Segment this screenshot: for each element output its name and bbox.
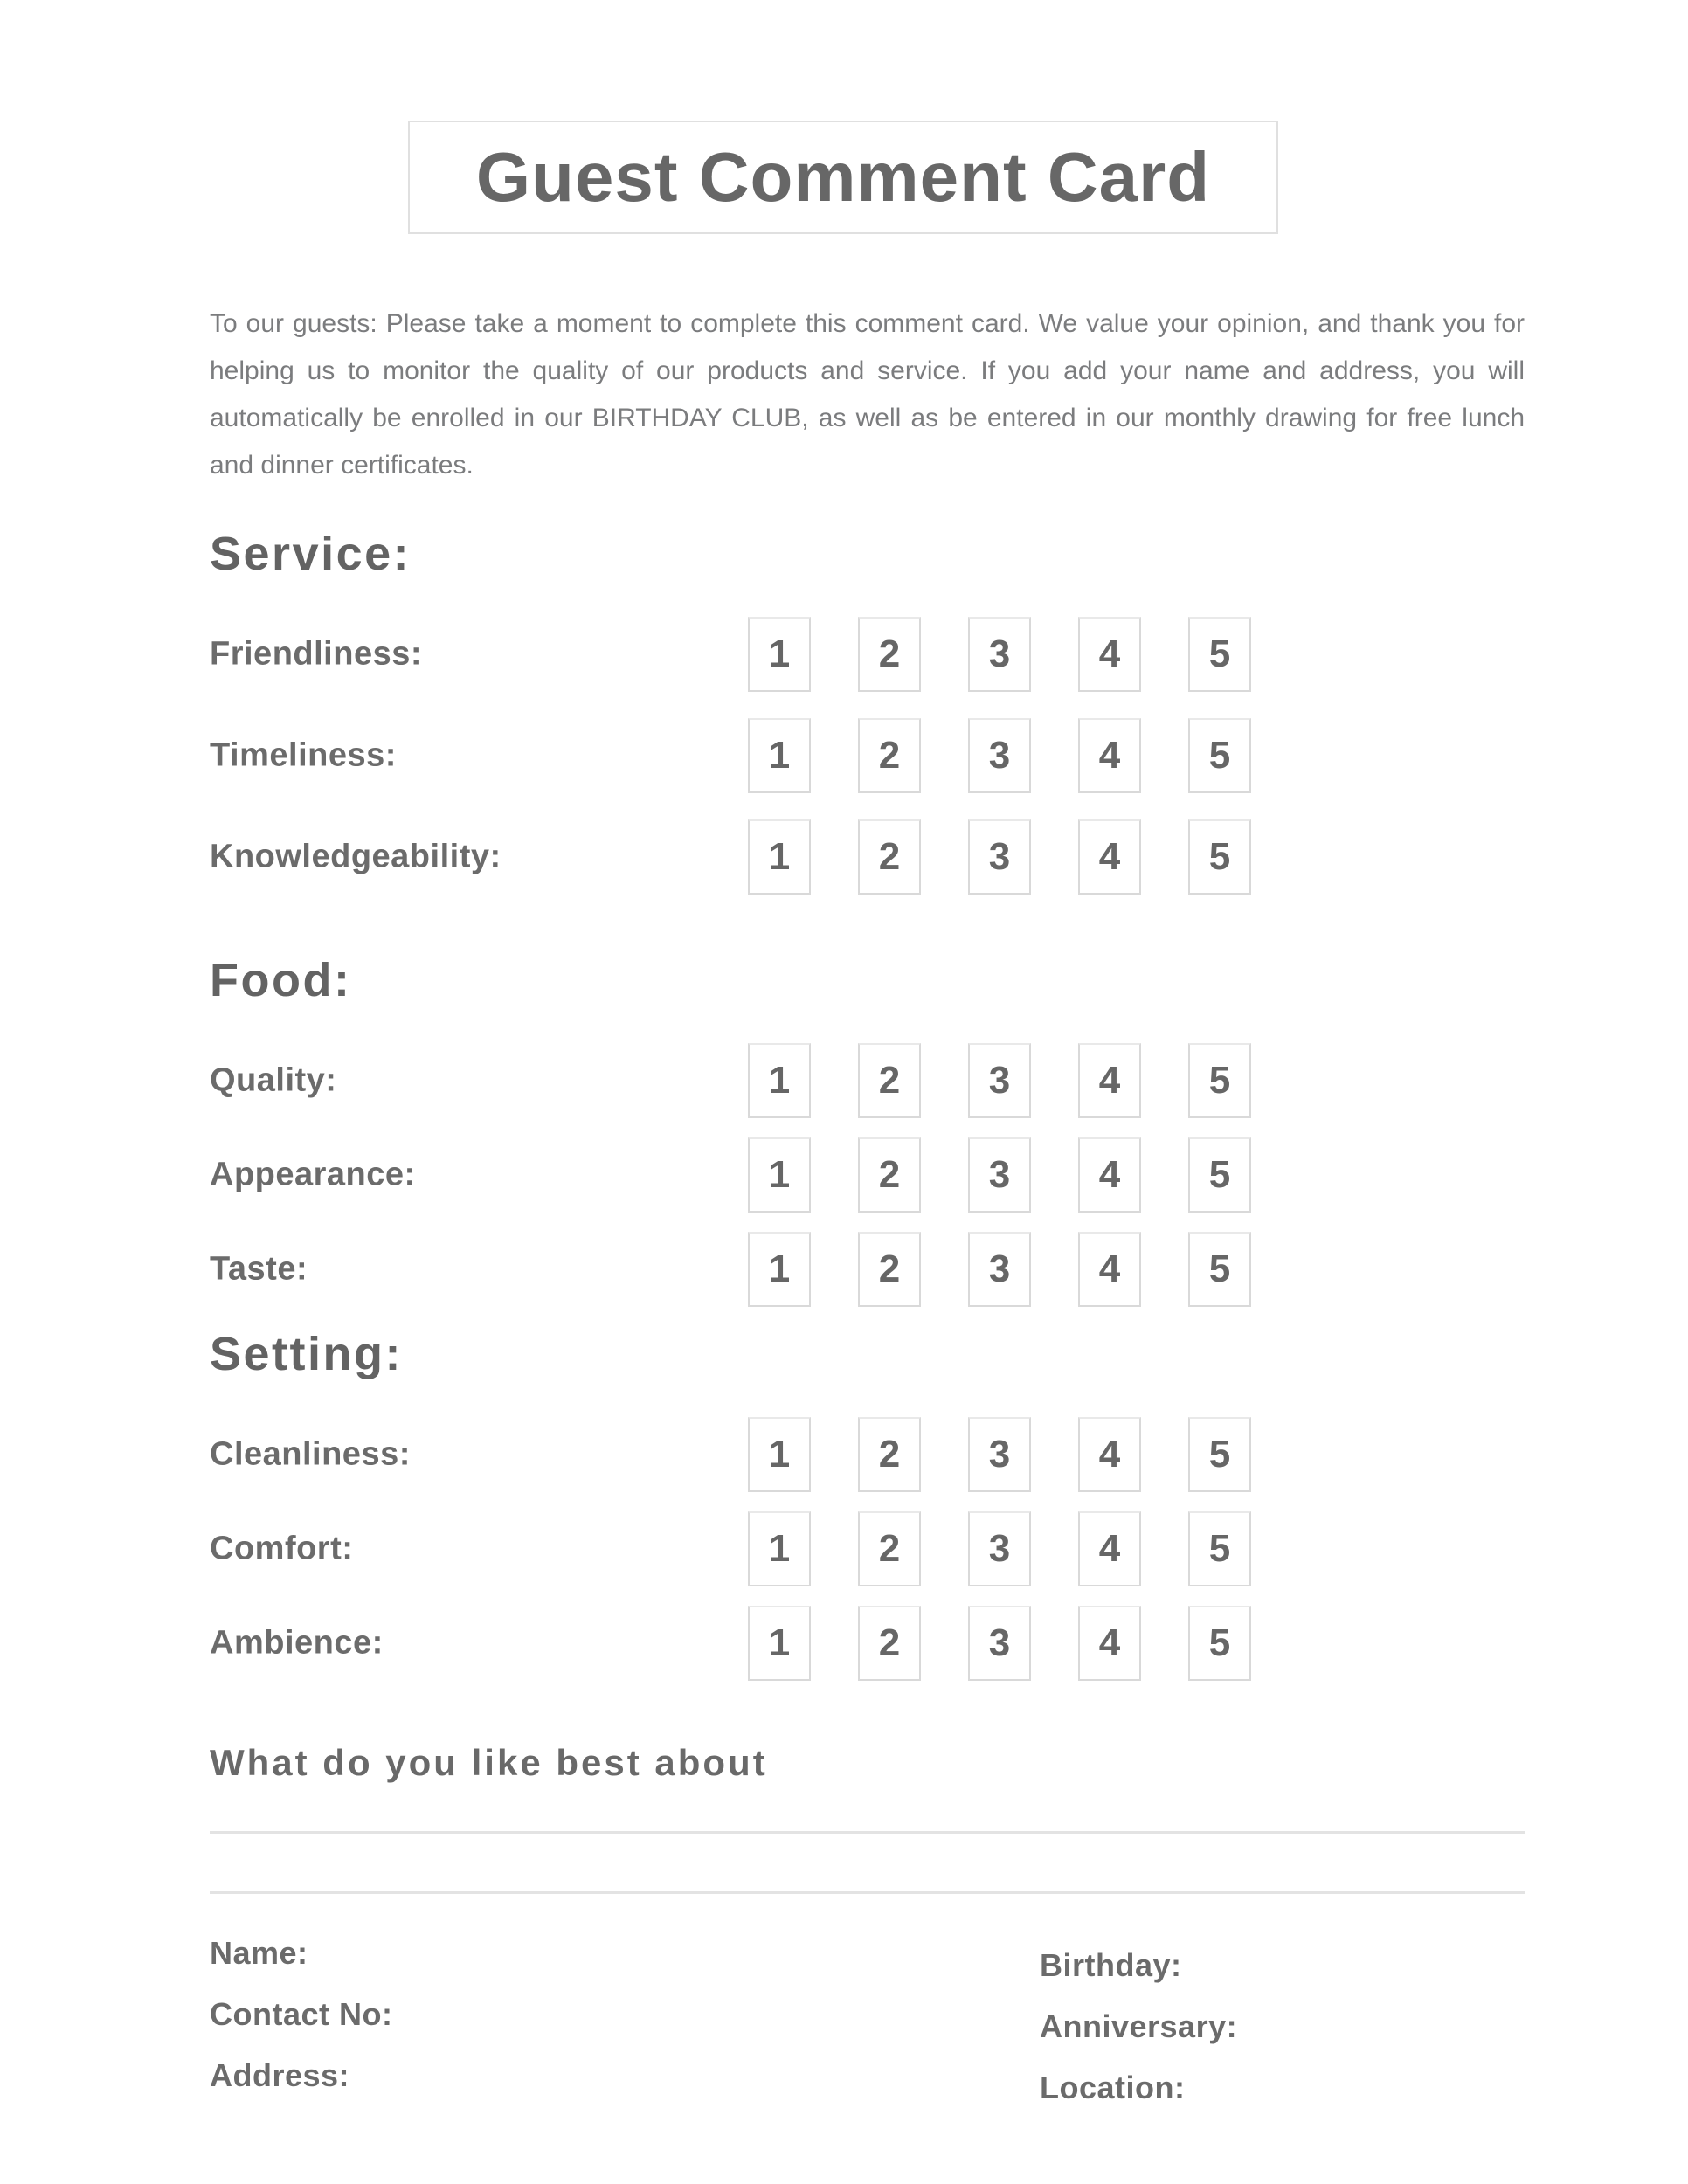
rating-rows-setting — [210, 1417, 1525, 1681]
rating-box-2[interactable]: 2 — [858, 819, 921, 895]
rating-box-3[interactable]: 3 — [968, 819, 1031, 895]
rating-row-label: Friendliness: — [210, 635, 422, 673]
title-box — [408, 121, 1278, 234]
rating-box-5[interactable]: 5 — [1188, 1232, 1251, 1307]
rating-box-5[interactable]: 5 — [1188, 1606, 1251, 1681]
rating-row-label: Ambience: — [210, 1624, 384, 1662]
rating-box-3[interactable]: 3 — [968, 718, 1031, 793]
rating-box-1[interactable]: 1 — [748, 718, 811, 793]
rating-box-4[interactable]: 4 — [1078, 1417, 1141, 1492]
rating-box-5[interactable]: 5 — [1188, 819, 1251, 895]
rating-box-3[interactable]: 3 — [968, 1137, 1031, 1213]
rating-box-1[interactable]: 1 — [748, 1511, 811, 1586]
rating-row-knowledgeability — [210, 819, 1525, 895]
rating-box-4[interactable]: 4 — [1078, 819, 1141, 895]
rating-box-1[interactable]: 1 — [748, 1606, 811, 1681]
rating-row-timeliness — [210, 718, 1525, 793]
rating-box-3[interactable]: 3 — [968, 1043, 1031, 1118]
rating-box-5[interactable]: 5 — [1188, 1511, 1251, 1586]
comment-line-2[interactable] — [210, 1891, 1525, 1894]
rating-boxes — [748, 1232, 1251, 1307]
section-setting — [210, 1326, 1525, 1681]
rating-boxes — [748, 1606, 1251, 1681]
rating-box-3[interactable]: 3 — [968, 1232, 1031, 1307]
rating-box-4[interactable]: 4 — [1078, 617, 1141, 692]
rating-row-label: Quality: — [210, 1061, 337, 1099]
rating-box-1[interactable]: 1 — [748, 819, 811, 895]
field-label-contact-no: Contact No: — [210, 1996, 393, 2032]
rating-boxes — [748, 1511, 1251, 1586]
rating-box-2[interactable]: 2 — [858, 1417, 921, 1492]
field-label-birthday: Birthday: — [1040, 1947, 1182, 1983]
rating-box-1[interactable]: 1 — [748, 1043, 811, 1118]
rating-row-label: Appearance: — [210, 1156, 416, 1193]
comment-line-1[interactable] — [210, 1831, 1525, 1834]
rating-row-label: Knowledgeability: — [210, 838, 502, 875]
rating-box-4[interactable]: 4 — [1078, 1232, 1141, 1307]
rating-box-5[interactable]: 5 — [1188, 1417, 1251, 1492]
rating-box-2[interactable]: 2 — [858, 617, 921, 692]
rating-box-2[interactable]: 2 — [858, 1043, 921, 1118]
rating-box-3[interactable]: 3 — [968, 1606, 1031, 1681]
rating-box-2[interactable]: 2 — [858, 718, 921, 793]
rating-box-2[interactable]: 2 — [858, 1137, 921, 1213]
intro-paragraph: To our guests: Please take a moment to complete this comment card. We value your opinion, and thank you for helping us to monitor the quality of our products and service. If you add your name and address, you will automatically be enrolled in our BIRTHDAY CLUB, as well as be entered in our monthly drawing for free lunch and dinner certificates. — [210, 309, 1525, 480]
rating-box-5[interactable]: 5 — [1188, 1137, 1251, 1213]
rating-row-ambience — [210, 1606, 1525, 1681]
rating-row-label: Taste: — [210, 1250, 308, 1288]
rating-box-5[interactable]: 5 — [1188, 617, 1251, 692]
rating-row-taste — [210, 1232, 1525, 1307]
rating-boxes — [748, 1417, 1251, 1492]
rating-boxes — [748, 718, 1251, 793]
rating-box-2[interactable]: 2 — [858, 1606, 921, 1681]
rating-row-quality — [210, 1043, 1525, 1118]
contact-fields-left — [210, 1934, 392, 2095]
section-service — [210, 526, 1525, 895]
rating-box-1[interactable]: 1 — [748, 617, 811, 692]
section-heading-food: Food: — [210, 954, 352, 1006]
rating-box-4[interactable]: 4 — [1078, 1511, 1141, 1586]
rating-boxes — [748, 1137, 1251, 1213]
rating-boxes — [748, 819, 1251, 895]
section-food — [210, 952, 1525, 1307]
rating-row-comfort — [210, 1511, 1525, 1586]
rating-box-2[interactable]: 2 — [858, 1511, 921, 1586]
section-heading-service: Service: — [210, 528, 412, 580]
section-heading-setting: Setting: — [210, 1328, 403, 1380]
contact-fields-right — [1040, 1946, 1237, 2107]
rating-row-label: Timeliness: — [210, 736, 397, 774]
rating-box-1[interactable]: 1 — [748, 1232, 811, 1307]
rating-box-4[interactable]: 4 — [1078, 1043, 1141, 1118]
field-label-name: Name: — [210, 1935, 308, 1971]
rating-box-3[interactable]: 3 — [968, 1511, 1031, 1586]
rating-box-4[interactable]: 4 — [1078, 718, 1141, 793]
rating-rows-service — [210, 617, 1525, 895]
rating-box-5[interactable]: 5 — [1188, 718, 1251, 793]
rating-row-label: Comfort: — [210, 1530, 354, 1567]
page-title: Guest Comment Card — [475, 138, 1211, 216]
rating-box-3[interactable]: 3 — [968, 1417, 1031, 1492]
rating-boxes — [748, 617, 1251, 692]
rating-boxes — [748, 1043, 1251, 1118]
rating-row-appearance — [210, 1137, 1525, 1213]
field-label-address: Address: — [210, 2057, 350, 2093]
rating-row-label: Cleanliness: — [210, 1435, 411, 1473]
rating-box-1[interactable]: 1 — [748, 1137, 811, 1213]
rating-box-3[interactable]: 3 — [968, 617, 1031, 692]
comments-prompt: What do you like best about — [210, 1742, 768, 1783]
rating-row-friendliness — [210, 617, 1525, 692]
rating-box-4[interactable]: 4 — [1078, 1137, 1141, 1213]
field-label-anniversary: Anniversary: — [1040, 2008, 1238, 2044]
rating-rows-food — [210, 1043, 1525, 1307]
rating-box-5[interactable]: 5 — [1188, 1043, 1251, 1118]
rating-row-cleanliness — [210, 1417, 1525, 1492]
rating-box-1[interactable]: 1 — [748, 1417, 811, 1492]
field-label-location: Location: — [1040, 2070, 1186, 2105]
rating-box-4[interactable]: 4 — [1078, 1606, 1141, 1681]
rating-box-2[interactable]: 2 — [858, 1232, 921, 1307]
